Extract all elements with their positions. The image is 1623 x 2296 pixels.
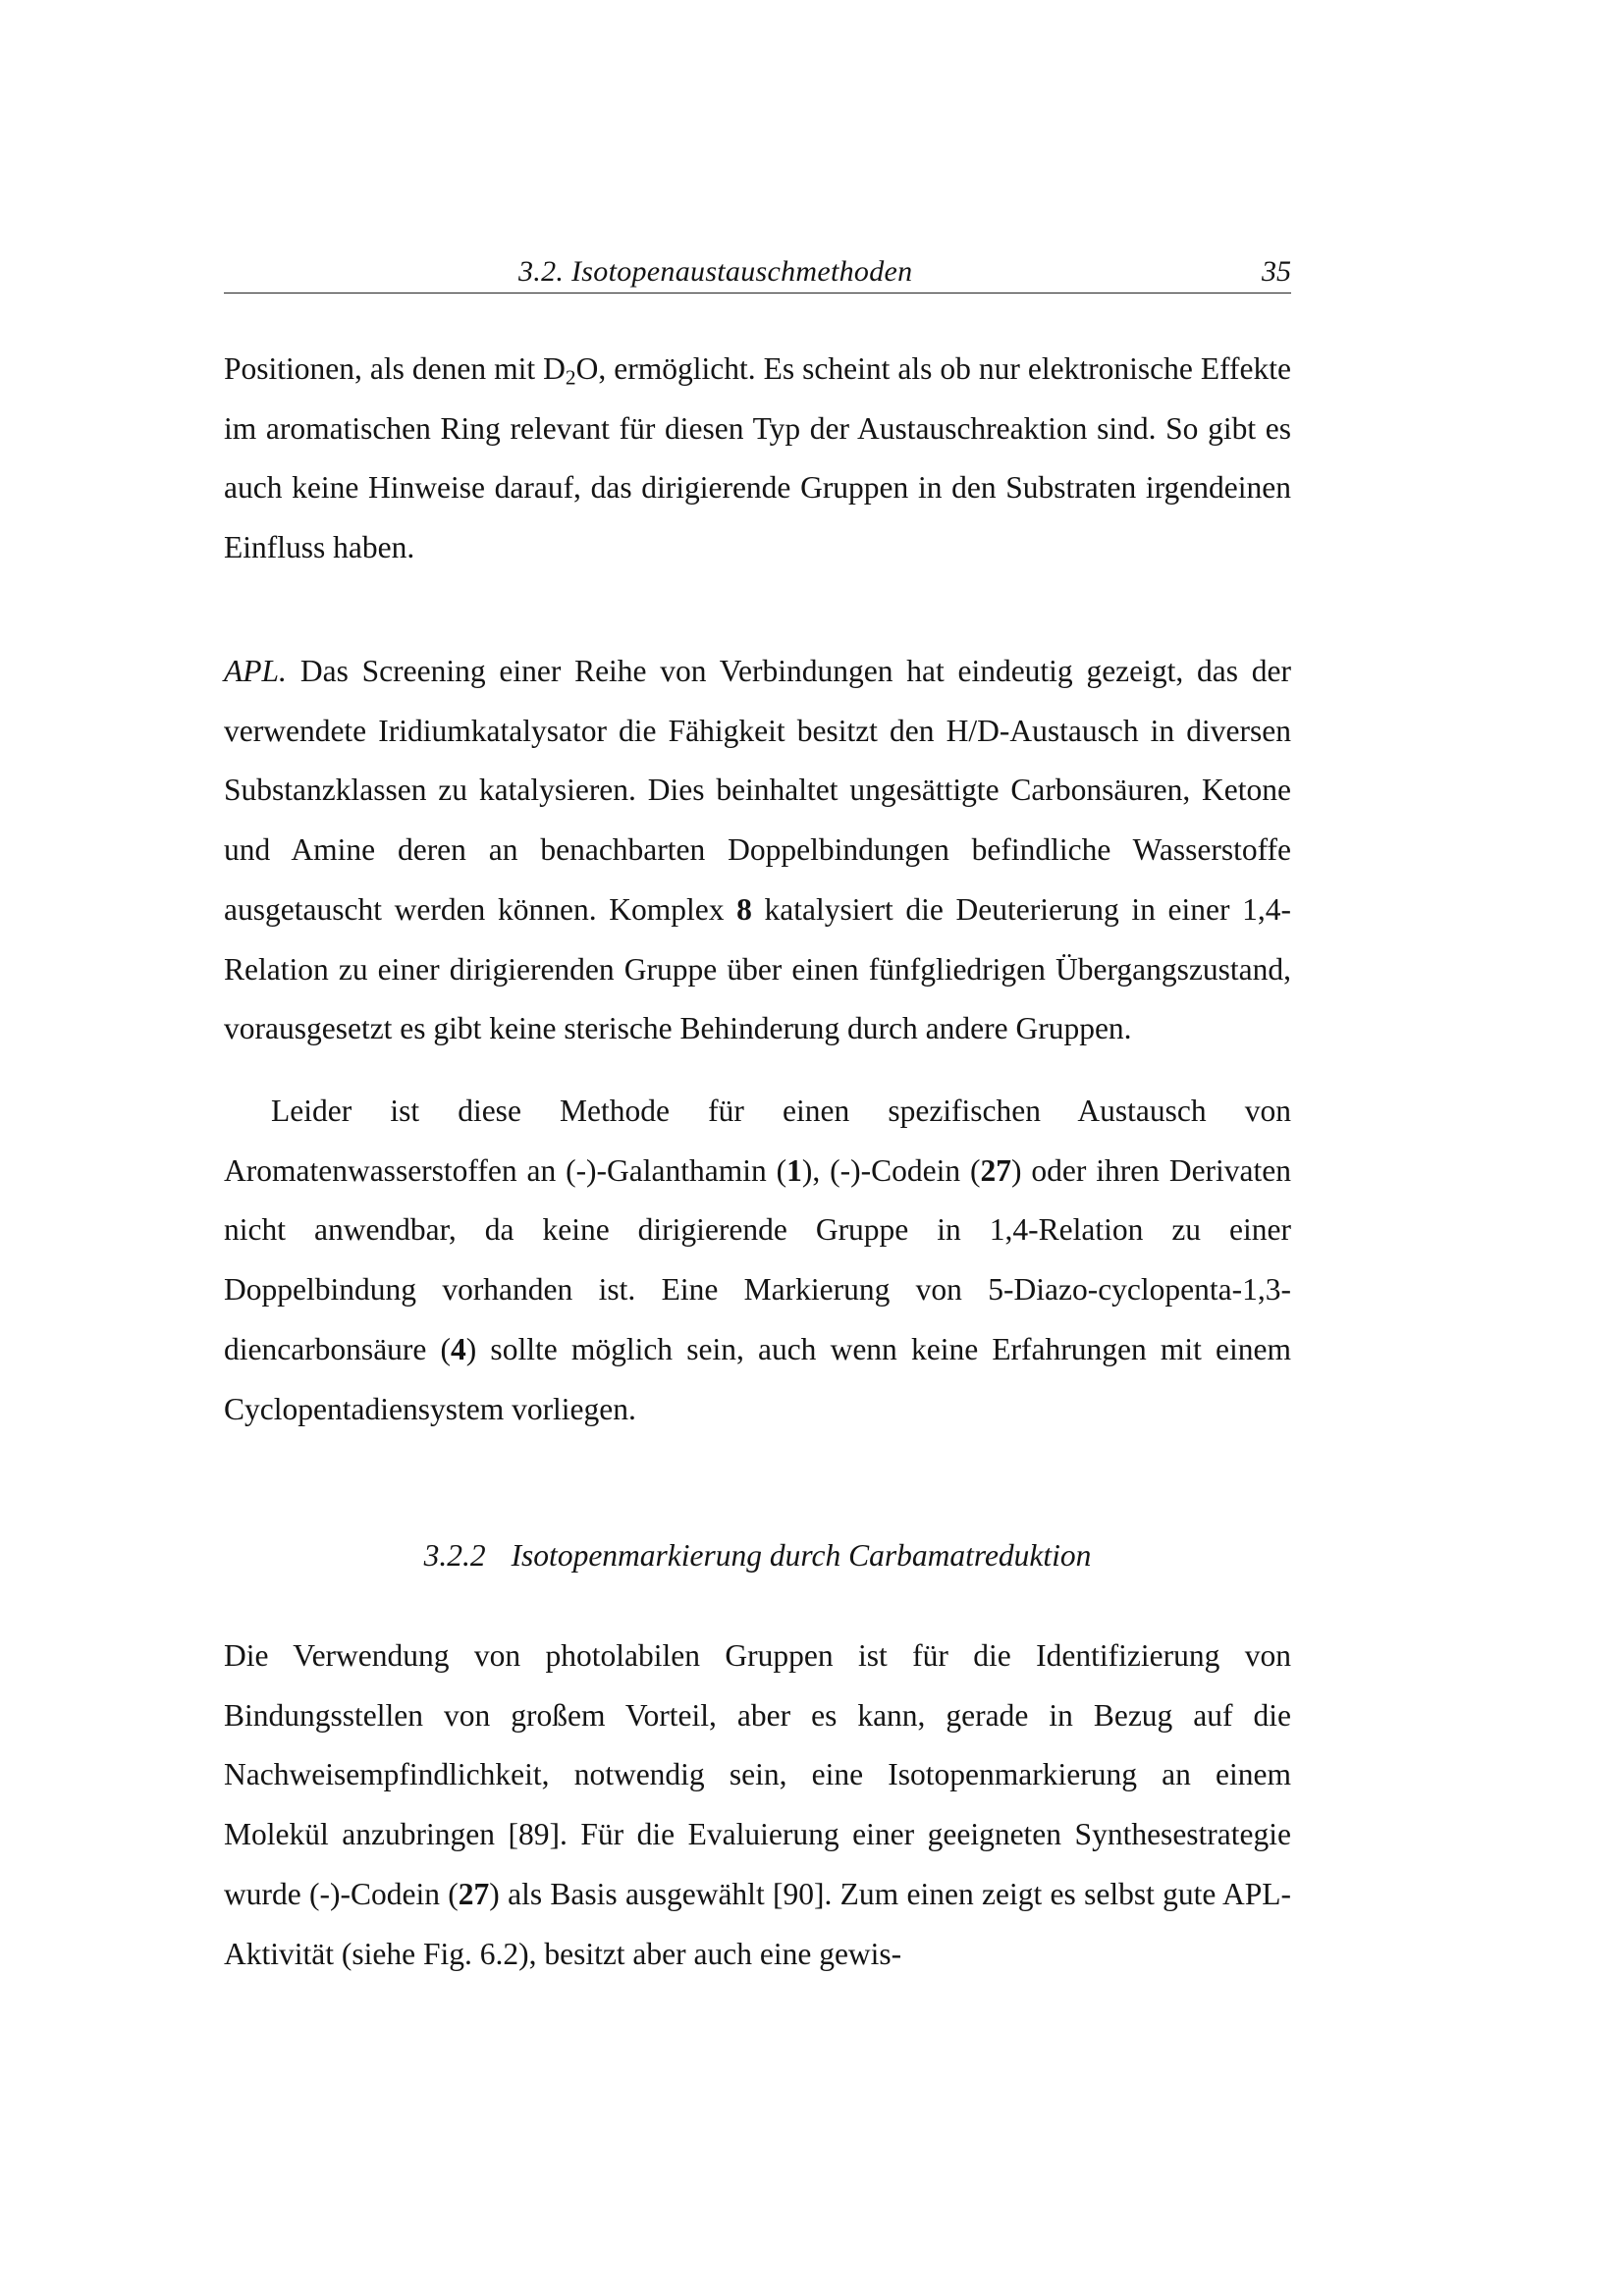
document-page bbox=[224, 0, 1291, 2296]
text-run: Leider ist diese Methode für einen spezifischen Austausch von Aromatenwasserstoffen an (-)-Galanthamin ( bbox=[224, 1094, 1291, 1188]
text-run: ) als Basis ausgewählt [90]. Zum einen zeigt es selbst gute APL-Aktivität (siehe Fig. 6.2), besitzt aber auch eine gewis- bbox=[224, 1876, 1291, 1971]
subsection-number: 3.2.2 bbox=[423, 1538, 486, 1573]
text-run: O, ermöglicht. Es scheint als ob nur elektronische Effekte im aromatischen Ring relevant für diesen Typ der Austauschreaktion sind. So gibt es auch keine Hinweise darauf, das dirigierende Gruppen in den Substraten irgendeinen Einfluss haben. bbox=[224, 351, 1291, 565]
compound-ref: 8 bbox=[736, 891, 752, 927]
text-run: Die Verwendung von photolabilen Gruppen ist für die Identifizierung von Bindungsstellen von großem Vorteil, aber es kann, gerade in Bezug auf die Nachweisempfindlichkeit, notwendig sein, eine Isotopenmarkierung an einem Molekül anzubringen [89]. Für die Evaluierung einer geeigneten Synthesestrategie wurde (-)-Codein ( bbox=[224, 1638, 1291, 1911]
page-number: 35 bbox=[1262, 255, 1291, 288]
compound-ref: 4 bbox=[451, 1331, 466, 1366]
text-run: katalysiert die Deuterierung in einer 1,4-Relation zu einer dirigierenden Gruppe über einen fünfgliedrigen Übergangszustand, vorausgesetzt es gibt keine sterische Behinderung durch andere Gruppen. bbox=[224, 891, 1291, 1046]
paragraph-carbamat bbox=[224, 1627, 1291, 1984]
subsection-heading bbox=[224, 1536, 1291, 1575]
text-run: ) oder ihren Derivaten nicht anwendbar, da keine dirigierende Gruppe in 1,4-Relation zu einer Doppelbindung vorhanden ist. Eine Markierung von 5-Diazo-cyclopenta-1,3-diencarbonsäure ( bbox=[224, 1152, 1292, 1366]
text-run: ), (-)-Codein ( bbox=[801, 1152, 981, 1188]
text-run: ) sollte möglich sein, auch wenn keine Erfahrungen mit einem Cyclopentadiensystem vorliegen. bbox=[224, 1331, 1292, 1426]
run-in-heading: APL. bbox=[224, 654, 287, 688]
running-header bbox=[224, 253, 1291, 294]
paragraph-leider bbox=[224, 1082, 1291, 1439]
paragraph-continuation bbox=[224, 340, 1291, 578]
subscript: 2 bbox=[565, 365, 576, 390]
compound-ref: 27 bbox=[980, 1152, 1011, 1188]
subsection-title: Isotopenmarkierung durch Carbamatreduktion bbox=[511, 1538, 1092, 1573]
compound-ref: 27 bbox=[458, 1876, 490, 1911]
text-run: Positionen, als denen mit D bbox=[224, 351, 566, 386]
header-section-title: 3.2. Isotopenaustauschmethoden bbox=[518, 255, 913, 288]
text-run: Das Screening einer Reihe von Verbindungen hat eindeutig gezeigt, das der verwendete Iridiumkatalysator die Fähigkeit besitzt den H/D-Austausch in diversen Substanzklassen zu katalysieren. Dies beinhaltet ungesättigte Carbonsäuren, Ketone und Amine deren an benachbarten Doppelbindungen befindliche Wasserstoffe ausgetauscht werden können. Komplex bbox=[224, 654, 1291, 927]
compound-ref: 1 bbox=[786, 1152, 802, 1188]
paragraph-apl bbox=[224, 642, 1291, 1059]
